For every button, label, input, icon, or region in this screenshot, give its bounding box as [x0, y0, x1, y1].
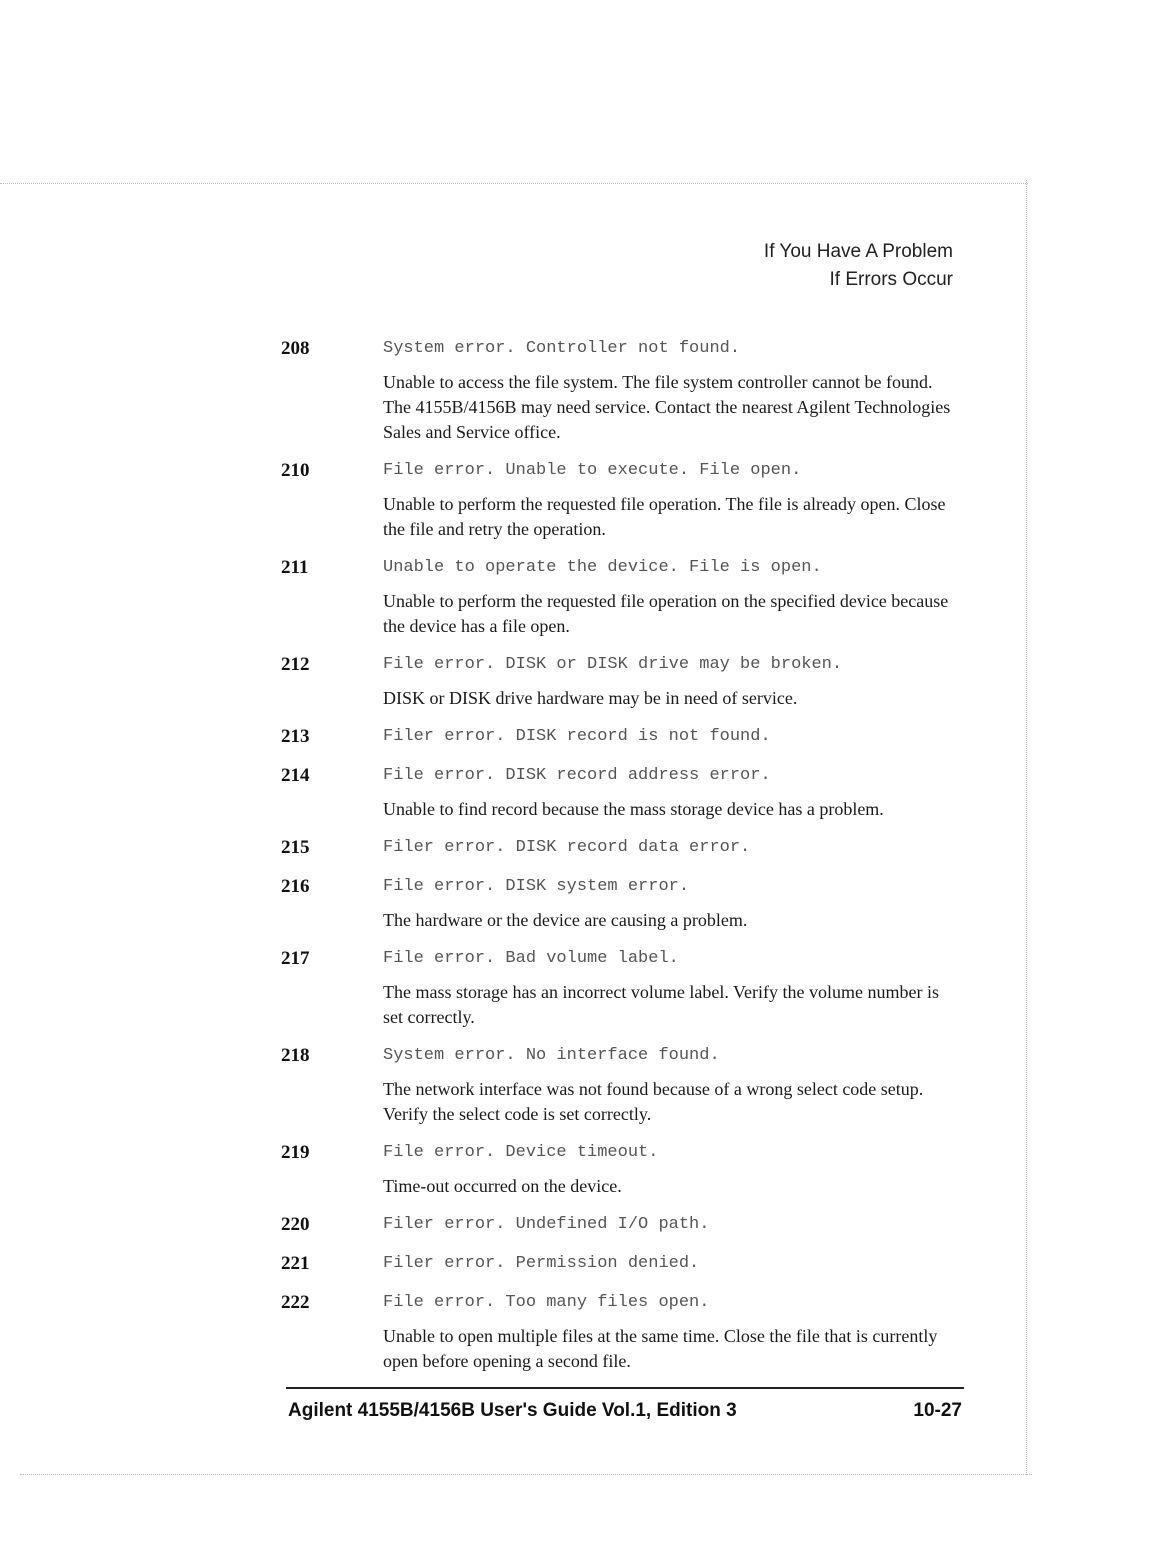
error-code: 217 — [281, 948, 310, 969]
error-entry — [281, 1140, 961, 1199]
footer-rule — [286, 1387, 964, 1389]
error-description: The mass storage has an incorrect volume label. Verify the volume number is set correctly. — [383, 982, 940, 1027]
chapter-title: If You Have A Problem — [763, 241, 953, 262]
error-entry — [281, 1212, 961, 1238]
error-description: Time-out occurred on the device. — [383, 1176, 622, 1196]
error-description: Unable to find record because the mass storage device has a problem. — [383, 799, 884, 819]
error-message: File error. DISK system error. — [383, 877, 690, 896]
error-entry — [281, 336, 961, 445]
error-message: System error. No interface found. — [383, 1046, 720, 1065]
running-header — [764, 238, 953, 294]
error-entry — [281, 835, 961, 861]
scan-edge-bottom — [20, 1474, 1032, 1475]
scan-edge-right — [1026, 180, 1027, 1475]
error-entry — [281, 652, 961, 711]
error-message: File error. Bad volume label. — [383, 949, 679, 968]
error-entry — [281, 946, 961, 1030]
error-code: 208 — [281, 338, 310, 359]
section-title: If Errors Occur — [829, 269, 953, 290]
error-code: 212 — [281, 654, 310, 675]
error-code: 222 — [281, 1292, 310, 1313]
error-code: 219 — [281, 1142, 310, 1163]
error-entry — [281, 1251, 961, 1277]
error-code: 214 — [281, 765, 310, 786]
error-code: 216 — [281, 876, 310, 897]
error-list — [281, 336, 961, 1387]
error-code: 210 — [281, 460, 310, 481]
error-message: Unable to operate the device. File is open. — [383, 558, 822, 577]
error-description: DISK or DISK drive hardware may be in need of service. — [383, 688, 798, 708]
error-entry — [281, 763, 961, 822]
error-entry — [281, 1290, 961, 1374]
error-code: 218 — [281, 1045, 310, 1066]
error-entry — [281, 724, 961, 750]
error-message: File error. Unable to execute. File open. — [383, 461, 802, 480]
error-description: Unable to perform the requested file operation. The file is already open. Close the file and retry the operation. — [383, 494, 946, 539]
error-description: Unable to perform the requested file operation on the specified device because the device has a file open. — [383, 591, 949, 636]
error-message: System error. Controller not found. — [383, 339, 741, 358]
error-code: 215 — [281, 837, 310, 858]
error-message: File error. DISK or DISK drive may be broken. — [383, 655, 843, 674]
error-message: Filer error. Permission denied. — [383, 1254, 700, 1273]
error-description: The hardware or the device are causing a problem. — [383, 910, 748, 930]
error-message: Filer error. DISK record data error. — [383, 838, 751, 857]
error-code: 221 — [281, 1253, 310, 1274]
error-entry — [281, 1043, 961, 1127]
page-number: 10-27 — [913, 1400, 962, 1421]
error-message: File error. Device timeout. — [383, 1143, 659, 1162]
scan-edge-top — [0, 183, 1028, 184]
error-description: Unable to open multiple files at the same time. Close the file that is currently open before opening a second file. — [383, 1326, 938, 1371]
error-code: 220 — [281, 1214, 310, 1235]
footer-title: Agilent 4155B/4156B User's Guide Vol.1, Edition 3 — [288, 1400, 737, 1421]
error-description: The network interface was not found because of a wrong select code setup. Verify the select code is set correctly. — [383, 1079, 924, 1124]
error-entry — [281, 458, 961, 542]
error-entry — [281, 555, 961, 639]
error-message: Filer error. Undefined I/O path. — [383, 1215, 710, 1234]
error-code: 213 — [281, 726, 310, 747]
error-description: Unable to access the file system. The file system controller cannot be found. The 4155B/4156B may need service. Contact the nearest Agilent Technologies Sales and Service office. — [383, 372, 951, 442]
error-message: File error. Too many files open. — [383, 1293, 710, 1312]
error-code: 211 — [281, 557, 309, 578]
error-message: Filer error. DISK record is not found. — [383, 727, 771, 746]
error-entry — [281, 874, 961, 933]
error-message: File error. DISK record address error. — [383, 766, 771, 785]
